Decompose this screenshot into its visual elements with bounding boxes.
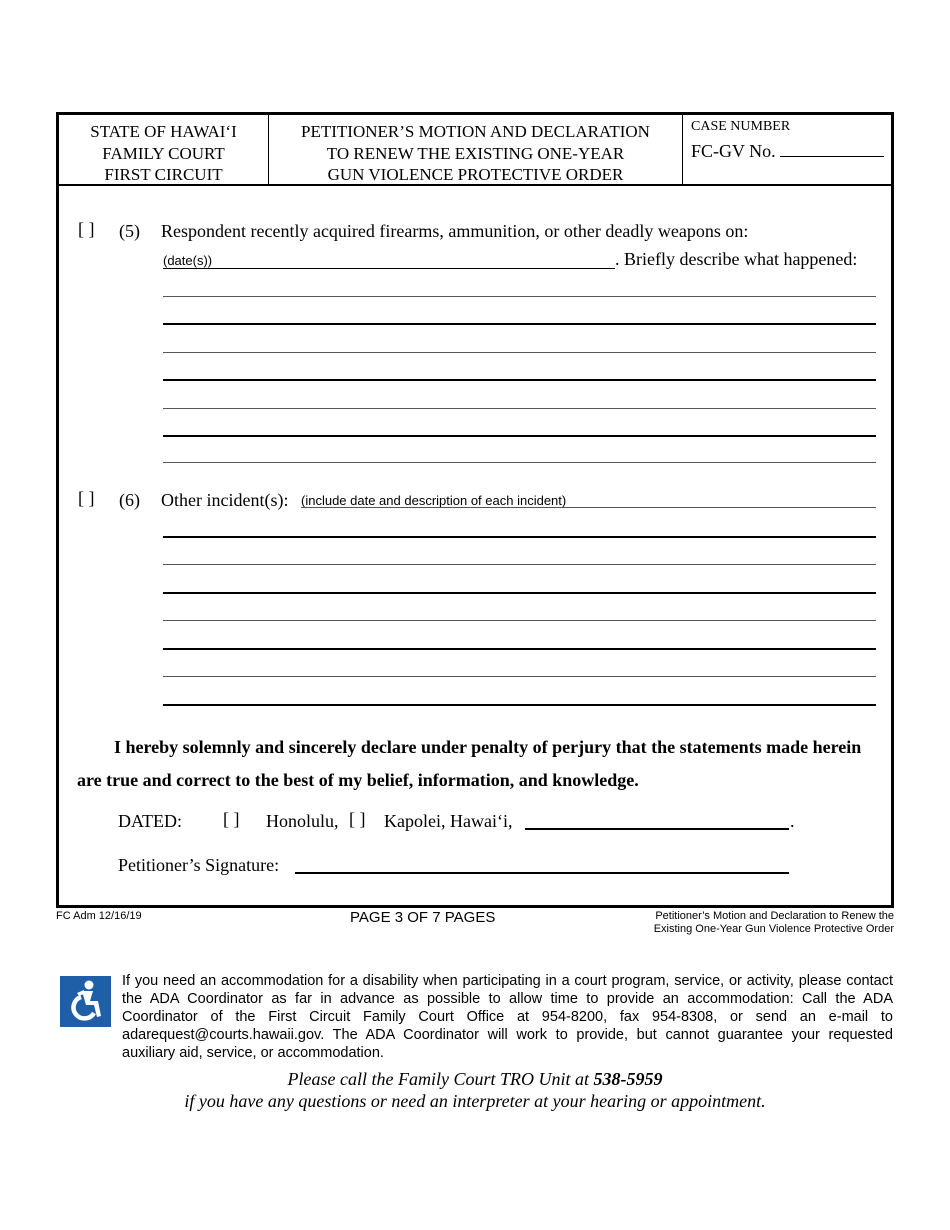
form-title: [269, 115, 683, 184]
kapolei-option: Kapolei, Hawai‘i,: [384, 811, 513, 831]
item6-answer-line[interactable]: [163, 648, 876, 650]
form-title-line: PETITIONER’S MOTION AND DECLARATION: [301, 122, 650, 141]
footer-form-title: [654, 910, 894, 936]
form-header: [56, 112, 894, 186]
item5-date-hint: (date(s)): [163, 253, 213, 268]
tro-phone: 538-5959: [593, 1069, 663, 1089]
item5-answer-line[interactable]: [163, 379, 876, 381]
date-field[interactable]: [525, 828, 789, 830]
item6-answer-line[interactable]: [163, 620, 876, 621]
kapolei-checkbox[interactable]: [ ]: [349, 809, 366, 829]
tro-line2: if you have any questions or need an interpreter at your hearing or appointment.: [184, 1091, 766, 1111]
tro-prefix: Please call the Family Court TRO Unit at: [287, 1069, 594, 1089]
case-number-field[interactable]: [780, 143, 884, 157]
item5-number: (5): [119, 221, 140, 241]
item5-answer-line[interactable]: [163, 435, 876, 437]
item5-date-field[interactable]: [163, 268, 615, 269]
ada-notice: If you need an accommodation for a disability when participating in a court program, service, or activity, please contact the ADA Coordinator as far in advance as possible to allow time to provide an accommodation: Call the ADA Coordinator of the First Circuit Family Court Office at 954-8200, fax 954-8308, or send an e-mail to adarequest@courts.hawaii.gov. The ADA Coordinator will work to provide, but cannot guarantee your requested auxiliary aid, service, or accommodation.: [122, 973, 893, 1061]
case-number-prefix: FC-GV No.: [691, 141, 776, 161]
item6-answer-line[interactable]: [163, 592, 876, 594]
item5-describe-prompt: . Briefly describe what happened:: [615, 249, 858, 269]
form-id: FC Adm 12/16/19: [56, 910, 142, 922]
honolulu-option: Honolulu,: [266, 811, 339, 831]
court-state: STATE OF HAWAI‘I: [90, 122, 237, 141]
court-name: [59, 115, 269, 184]
perjury-declaration: [77, 731, 877, 797]
item6-text: Other incident(s):: [161, 490, 289, 510]
item6-answer-line[interactable]: [163, 704, 876, 706]
page-number: PAGE 3 OF 7 PAGES: [350, 909, 496, 926]
case-number-label: CASE NUMBER: [691, 119, 791, 134]
item5-checkbox[interactable]: [ ]: [78, 219, 95, 239]
item6-checkbox[interactable]: [ ]: [78, 488, 95, 508]
item5-text: Respondent recently acquired firearms, ammunition, or other deadly weapons on:: [161, 221, 749, 241]
form-title-line: GUN VIOLENCE PROTECTIVE ORDER: [327, 165, 624, 184]
item6-number: (6): [119, 490, 140, 510]
court-circuit: FIRST CIRCUIT: [104, 165, 223, 184]
item5-answer-line[interactable]: [163, 296, 876, 297]
tro-unit-notice: [56, 1068, 894, 1112]
footer-form-title-line: Existing One-Year Gun Violence Protective Order: [653, 923, 894, 935]
signature-field[interactable]: [295, 872, 789, 874]
item6-answer-line[interactable]: [163, 676, 876, 677]
item5-answer-line[interactable]: [163, 323, 876, 325]
footer-form-title-line: Petitioner’s Motion and Declaration to Renew the: [655, 910, 894, 922]
dated-label: DATED:: [118, 811, 182, 831]
court-division: FAMILY COURT: [102, 143, 225, 163]
item5-answer-line[interactable]: [163, 408, 876, 409]
item6-first-line[interactable]: [301, 507, 876, 508]
case-number-cell: [683, 115, 891, 184]
item6-answer-line[interactable]: [163, 536, 876, 538]
item6-hint: (include date and description of each incident): [301, 493, 567, 508]
dated-end: .: [790, 811, 795, 831]
honolulu-checkbox[interactable]: [ ]: [223, 809, 240, 829]
item6-answer-line[interactable]: [163, 564, 876, 565]
form-title-line: TO RENEW THE EXISTING ONE-YEAR: [326, 143, 625, 163]
declaration-line: are true and correct to the best of my belief, information, and knowledge.: [77, 770, 639, 790]
form-body: [56, 186, 894, 908]
declaration-line: I hereby solemnly and sincerely declare under penalty of perjury that the statements made herein: [114, 737, 862, 757]
item5-answer-line[interactable]: [163, 462, 876, 463]
signature-label: Petitioner’s Signature:: [118, 855, 280, 875]
accessibility-icon: [60, 976, 111, 1027]
item5-answer-line[interactable]: [163, 352, 876, 353]
